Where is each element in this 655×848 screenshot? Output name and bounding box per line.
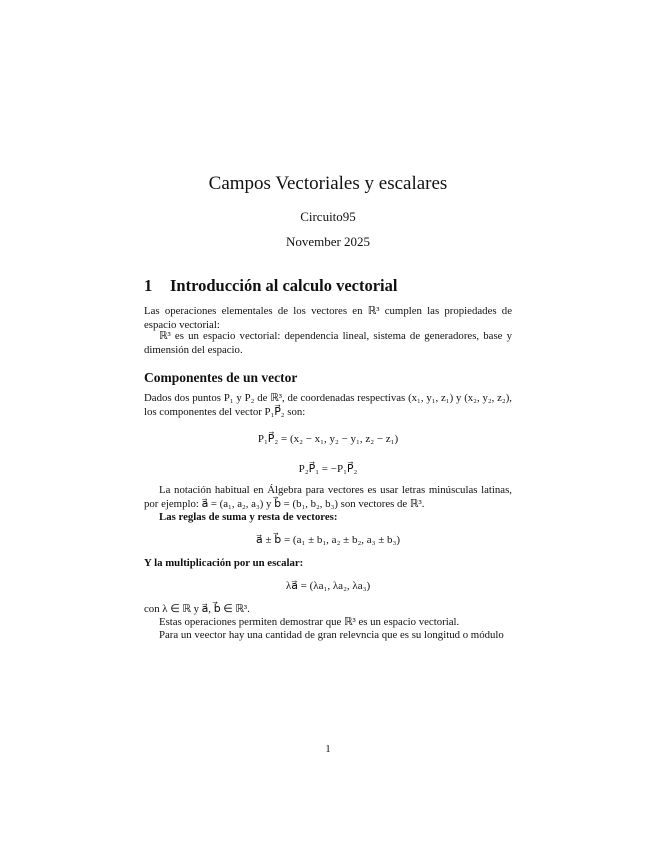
- paragraph-vector-space: ℝ³ es un espacio vectorial: dependencia lineal, sistema de generadores, base y dimensión del espacio.: [144, 330, 512, 356]
- equation-scalar-multiplication: λa⃗ = (λa₁, λa₂, λa₃): [285, 580, 371, 592]
- equation-p1p2: P₁P⃗₂ = (x₂ − x₁, y₂ − y₁, z₂ − z₁): [257, 433, 399, 445]
- document-author: Circuito95: [300, 209, 356, 224]
- paragraph-intro: Las operaciones elementales de los vectores en ℝ³ cumplen las propiedades de espacio vectorial:: [144, 305, 512, 331]
- equation-sum-difference: a⃗ ± b⃗ = (a₁ ± b₁, a₂ ± b₂, a₃ ± b₃): [255, 534, 401, 546]
- equation-p2p1: P₂P⃗₁ = −P₁P⃗₂: [298, 463, 358, 475]
- section-number: 1: [144, 276, 153, 295]
- document-date: November 2025: [285, 234, 371, 249]
- section-heading: [144, 276, 397, 296]
- page-number: 1: [325, 743, 331, 755]
- section-title: Introducción al calculo vectorial: [170, 276, 398, 295]
- scalar-label: Y la multiplicación por un escalar:: [144, 557, 304, 569]
- paragraph-con: con λ ∈ ℝ y a⃗, b⃗ ∈ ℝ³.: [144, 603, 250, 615]
- paragraph-components: Dados dos puntos P₁ y P₂ de ℝ³, de coordenadas respectivas (x₁, y₁, z₁) y (x₂, y₂, z₂), los componentes del vector P₁P⃗₂ son:: [144, 392, 512, 418]
- document-title: Campos Vectoriales y escalares: [208, 173, 448, 194]
- paragraph-notation: La notación habitual en Álgebra para vectores es usar letras minúsculas latinas, por ejemplo: a⃗ = (a₁, a₂, a₃) y b⃗ = (b₁, b₂, b₃) son vectores de ℝ³.: [144, 484, 512, 510]
- rules-label: Las reglas de suma y resta de vectores:: [159, 511, 338, 523]
- subsection-heading: Componentes de un vector: [144, 370, 298, 385]
- paragraph-length: Para un veector hay una cantidad de gran relevncia que es su longitud o módulo: [159, 629, 504, 641]
- paragraph-operations: Estas operaciones permiten demostrar que ℝ³ es un espacio vectorial.: [159, 616, 460, 628]
